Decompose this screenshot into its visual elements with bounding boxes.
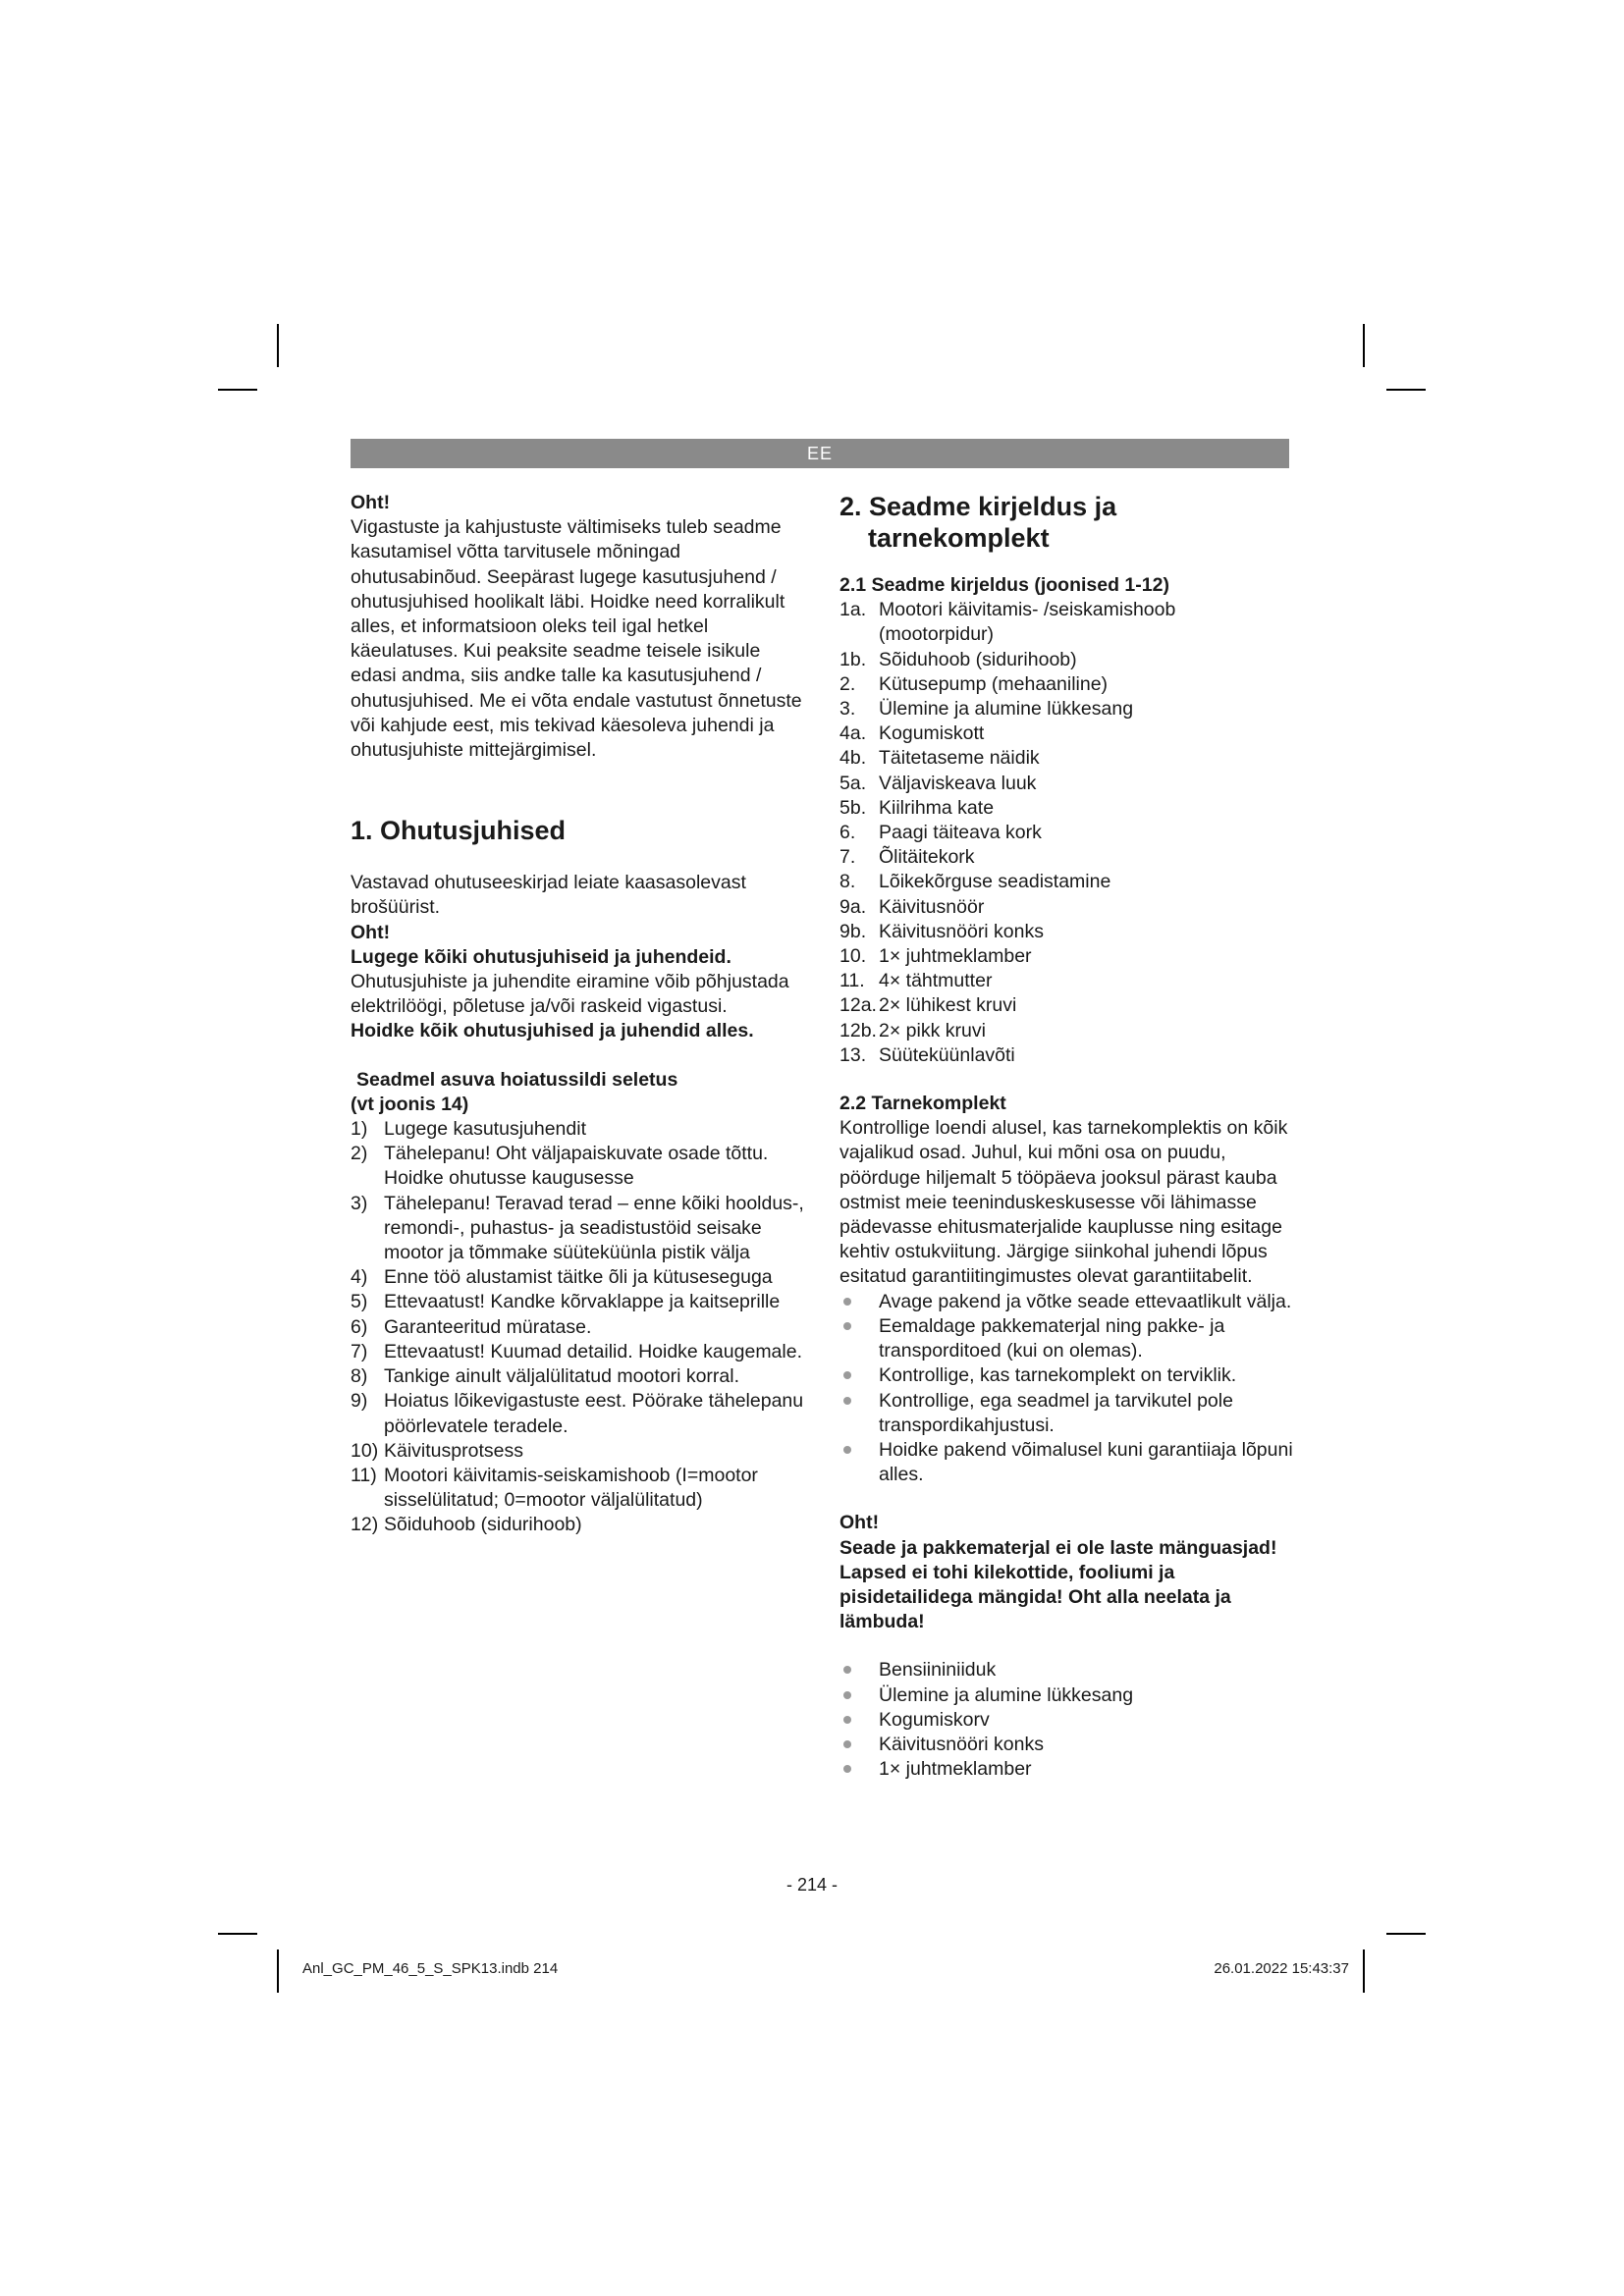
list-item: 5b. Kiilrihma kate (839, 796, 995, 819)
delivery-text: Kontrollige loendi alusel, kas tarnekomplektis on kõik vajalikud osad. Juhul, kui mõni osa on puudu, pöörduge hiljemalt 5 tööpäeva jooksul pärast kauba ostmist meie teeninduskeskusesse või lähimasse pädevasse ehitusmaterjalide kauplusse ning esitage kehtiv ostukviitung. Järgige siinkohal juhendi lõpus esitatud garantiitingimustes olevat garantiitabelit. (839, 1117, 1288, 1288)
warning-label: Oht! (839, 1512, 880, 1534)
list-item: Eemaldage pakkematerjal ning pakke- ja transporditoed (kui on olemas). (839, 1314, 1293, 1363)
crop-mark (1386, 389, 1426, 391)
list-item: 7) Ettevaatust! Kuumad detailid. Hoidke kaugemale. (351, 1340, 803, 1362)
list-item: 8. Lõikekõrguse seadistamine (839, 871, 1111, 893)
list-item: 13. Süüteküünlavõti (839, 1043, 1015, 1066)
list-item: 3) Tähelepanu! Teravad terad – enne kõiki hooldus-, remondi-, puhastus- ja seadistustöid seisake mootor ja tõmmake süüteküünla pistik välja (351, 1192, 804, 1264)
subsection-2-1-title: 2.1 Seadme kirjeldus (joonised 1-12) (839, 574, 1169, 596)
list-item: Bensiininiiduk (839, 1658, 1293, 1682)
page-number: - 214 - (785, 1875, 839, 1895)
list-item: 5) Ettevaatust! Kandke kõrvaklappe ja kaitseprille (351, 1291, 781, 1313)
warning-label: Oht! (351, 921, 391, 943)
section-2-title: 2. Seadme kirjeldus ja (839, 492, 1117, 521)
warning-text: Vigastuste ja kahjustuste vältimiseks tuleb seadme kasutamisel võtta tarvitusele mõningad ohutusabinõud. Seepärast lugege kasutusjuhend / ohutusjuhised hoolikalt läbi. Hoidke need korralikult alles, et informatsioon oleks teil igal hetkel käeulatuses. Kui peaksite seadme teisele isikule edasi andma, siis andke talle ka kasutusjuhend / ohutusjuhised. Me ei võta endale vastutust õnnetuste või kahjude eest, mis tekivad käesoleva juhendi ja ohutusjuhiste mittejärgimisel. (351, 516, 802, 762)
warning-label: Oht! (351, 492, 391, 513)
warning-heading: Seade ja pakkematerjal ei ole laste mänguasjad! Lapsed ei tohi kilekottide, fooliumi ja pisidetailidega mängida! Oht alla neelata ja lämbuda! (839, 1536, 1277, 1633)
footer-datetime: 26.01.2022 15:43:37 (1214, 1960, 1349, 1977)
list-item: Käivitusnööri konks (839, 1733, 1293, 1757)
list-item: 10. 1× juhtmeklamber (839, 945, 1032, 968)
bullet-icon (843, 1691, 851, 1699)
contents-list (839, 1658, 1293, 1782)
crop-mark (1386, 1933, 1426, 1935)
list-item: 6. Paagi täiteava kork (839, 822, 1042, 844)
footer-filename: Anl_GC_PM_46_5_S_SPK13.indb 214 (302, 1960, 559, 1977)
bullet-icon (843, 1666, 851, 1674)
list-item: Kontrollige, kas tarnekomplekt on terviklik. (839, 1363, 1293, 1388)
bullet-icon (843, 1371, 851, 1379)
list-item: 7. Õlitäitekork (839, 846, 975, 869)
bullet-icon (843, 1740, 851, 1748)
list-item: Hoidke pakend võimalusel kuni garantiiaja lõpuni alles. (839, 1438, 1293, 1487)
language-header-bar: EE (351, 439, 1289, 468)
crop-mark (277, 324, 279, 367)
list-item: 9a. Käivitusnöör (839, 895, 985, 918)
list-item: 5a. Väljaviskeava luuk (839, 772, 1037, 794)
section-1-title: 1. Ohutusjuhised (351, 816, 567, 846)
list-item: 1) Lugege kasutusjuhendit (351, 1118, 586, 1141)
list-item: 12) Sõiduhoob (sidurihoob) (351, 1514, 582, 1536)
list-item: 3. Ülemine ja alumine lükkesang (839, 698, 1134, 721)
list-item: 1a. Mootori käivitamis- /seiskamishoob (mootorpidur) (839, 599, 1176, 646)
bullet-icon (843, 1298, 851, 1306)
bullet-icon (843, 1397, 851, 1405)
warning-heading: Hoidke kõik ohutusjuhised ja juhendid alles. (351, 1020, 754, 1042)
bullet-icon (843, 1716, 851, 1724)
signs-list (351, 1117, 804, 1537)
list-item: 9) Hoiatus lõikevigastuste eest. Pöörake tähelepanu pöörlevatele teradele. (351, 1390, 804, 1437)
list-item: 1× juhtmeklamber (839, 1757, 1293, 1782)
crop-mark (1363, 1949, 1365, 1993)
warning-text: Ohutusjuhiste ja juhendite eiramine võib põhjustada elektrilöögi, põletuse ja/või raskeid vigastusi. (351, 971, 789, 1018)
list-item: 12b. 2× pikk kruvi (839, 1019, 986, 1041)
list-item: 2) Tähelepanu! Oht väljapaiskuvate osade tõttu. Hoidke ohutusse kaugusesse (351, 1143, 769, 1190)
bullet-icon (843, 1446, 851, 1454)
unpack-steps-list (839, 1290, 1293, 1488)
list-item: 11. 4× tähtmutter (839, 970, 993, 992)
list-item: 4) Enne töö alustamist täitke õli ja kütuseseguga (351, 1266, 773, 1289)
section-2-title-line2: tarnekomplekt (868, 523, 1050, 553)
crop-mark (277, 1949, 279, 1993)
list-item: Kontrollige, ega seadmel ja tarvikutel pole transpordikahjustusi. (839, 1389, 1293, 1438)
parts-list (839, 598, 1293, 1068)
list-item: Avage pakend ja võtke seade ettevaatlikult välja. (839, 1290, 1293, 1314)
list-item: Kogumiskorv (839, 1708, 1293, 1733)
section-1-intro: Vastavad ohutuseeskirjad leiate kaasasolevast brošüürist. (351, 872, 746, 919)
subsection-2-2-title: 2.2 Tarnekomplekt (839, 1093, 1006, 1115)
crop-mark (218, 389, 257, 391)
warning-heading: Lugege kõiki ohutusjuhiseid ja juhendeid. (351, 945, 731, 968)
signs-title: Seadmel asuva hoiatussildi seletus (356, 1068, 678, 1091)
list-item: 10) Käivitusprotsess (351, 1439, 523, 1462)
list-item: 2. Kütusepump (mehaaniline) (839, 672, 1109, 695)
list-item: Ülemine ja alumine lükkesang (839, 1683, 1293, 1708)
list-item: 4b. Täitetaseme näidik (839, 747, 1040, 770)
list-item: 6) Garanteeritud müratase. (351, 1315, 592, 1338)
right-column (839, 491, 1293, 1782)
bullet-icon (843, 1765, 851, 1773)
signs-subtitle: (vt joonis 14) (351, 1093, 469, 1115)
crop-mark (218, 1933, 257, 1935)
left-column (351, 491, 804, 1538)
crop-mark (1363, 324, 1365, 367)
list-item: 12a. 2× lühikest kruvi (839, 994, 1017, 1017)
list-item: 1b. Sõiduhoob (sidurihoob) (839, 648, 1077, 670)
list-item: 11) Mootori käivitamis-seiskamishoob (I=mootor sisselülitatud; 0=mootor väljalülitatud) (351, 1464, 758, 1512)
bullet-icon (843, 1322, 851, 1330)
list-item: 9b. Käivitusnööri konks (839, 920, 1044, 942)
list-item: 8) Tankige ainult väljalülitatud mootori korral. (351, 1365, 740, 1388)
list-item: 4a. Kogumiskott (839, 722, 985, 745)
